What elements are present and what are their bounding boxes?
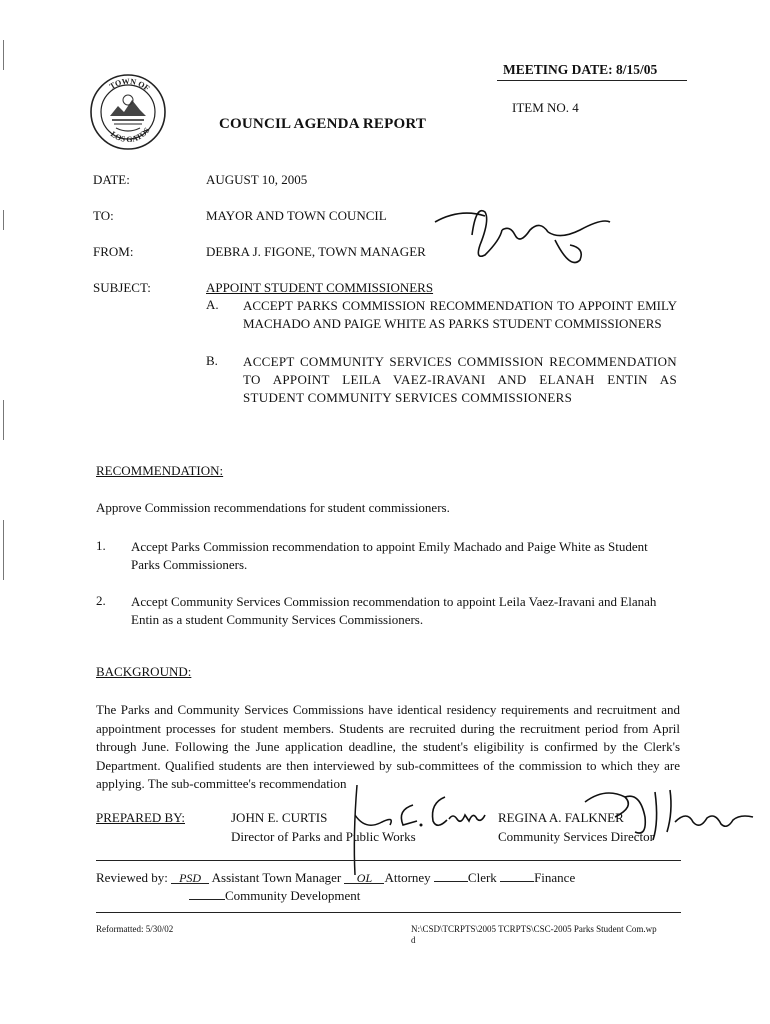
preparer-title-1: Director of Parks and Public Works (231, 829, 416, 844)
curtis-signature (335, 775, 495, 880)
recommendation-intro: Approve Commission recommendations for student commissioners. (96, 500, 450, 515)
seal-text-top: TOWN OF (107, 76, 152, 93)
svg-text:LOS GATOS (109, 125, 152, 144)
from-label: FROM: (93, 244, 134, 259)
recommendation-item-text: Accept Community Services Commission recommendation to appoint Leila Vaez-Iravani and Elanah Entin as a student Community Services Commissioners. (131, 594, 657, 627)
review-assistant-manager: Assistant Town Manager (211, 870, 342, 885)
scan-margin-mark (3, 400, 4, 440)
preparer-title-2: Community Services Director (498, 829, 654, 844)
seal-text-bottom: LOS GATOS (108, 125, 152, 145)
preparer-name-1: JOHN E. CURTIS (231, 810, 328, 825)
to-value: MAYOR AND TOWN COUNCIL (206, 208, 387, 223)
review-clerk: Clerk (467, 870, 497, 885)
preparer-name-2: REGINA A. FALKNER (498, 810, 624, 825)
subject-label: SUBJECT: (93, 280, 151, 295)
town-seal-logo (88, 72, 168, 152)
date-value: AUGUST 10, 2005 (206, 172, 308, 187)
subject-item-text: ACCEPT PARKS COMMISSION RECOMMENDATION TO APPOINT EMILY MACHADO AND PAIGE WHITE AS PARKS STUDENT COMMISSIONERS (243, 298, 677, 331)
date-label: DATE: (93, 172, 130, 187)
to-label: TO: (93, 208, 114, 223)
background-heading: BACKGROUND: (96, 664, 192, 679)
review-bottom-rule (96, 912, 681, 913)
review-blank-community-dev (189, 887, 225, 900)
recommendation-item-number: 1. (96, 538, 106, 553)
recommendation-heading: RECOMMENDATION: (96, 463, 224, 478)
manager-signature (430, 200, 620, 275)
subject-item-letter: A. (206, 297, 219, 312)
footer-reformatted: Reformatted: 5/30/02 (96, 924, 174, 934)
from-value: DEBRA J. FIGONE, TOWN MANAGER (206, 244, 426, 259)
item-number: ITEM NO. 4 (512, 100, 579, 115)
subject-item-text: ACCEPT COMMUNITY SERVICES COMMISSION RECOMMENDATION TO APPOINT LEILA VAEZ-IRAVANI AND ELANAH ENTIN AS STUDENT COMMUNITY SERVICES COMMISSIONERS (243, 354, 677, 405)
review-line-2 (189, 887, 360, 904)
scan-margin-mark (3, 40, 4, 70)
prepared-by-label: PREPARED BY: (96, 810, 185, 825)
review-blank-finance (500, 869, 534, 882)
recommendation-item-number: 2. (96, 593, 106, 608)
review-finance: Finance (534, 870, 576, 885)
review-initials-atm: PSD (171, 871, 209, 884)
review-attorney: Attorney (384, 870, 431, 885)
reviewed-by-label: Reviewed by: (96, 870, 168, 885)
meeting-date: MEETING DATE: 8/15/05 (503, 62, 658, 77)
scan-margin-mark (3, 520, 4, 580)
scan-margin-mark (3, 210, 4, 230)
review-top-rule (96, 860, 681, 861)
subject-item-letter: B. (206, 353, 218, 368)
background-paragraph: The Parks and Community Services Commissions have identical residency requirements and recruitment and appointment processes for student members. Students are recruited during the recruitment period from April through June. Following the June application deadline, the student's eligibility is confirmed by the Clerk's Department. Qualified students are then interviewed by sub-committees of the commission to which they are applying. The sub-committee's recommendation (96, 702, 680, 791)
review-line (96, 869, 575, 886)
recommendation-item-text: Accept Parks Commission recommendation to appoint Emily Machado and Paige White as Student Parks Commissioners. (131, 539, 648, 572)
footer-file-path: N:\CSD\TCRPTS\2005 TCRPTS\CSC-2005 Parks Student Com.wpd (411, 924, 657, 945)
header-divider (497, 80, 687, 81)
subject-title: APPOINT STUDENT COMMISSIONERS (206, 280, 434, 295)
review-initials-attorney: OL (344, 871, 384, 884)
review-community-development: Community Development (225, 888, 361, 903)
review-blank-clerk (434, 869, 468, 882)
page-title: COUNCIL AGENDA REPORT (219, 116, 427, 132)
falkner-signature (575, 782, 755, 842)
